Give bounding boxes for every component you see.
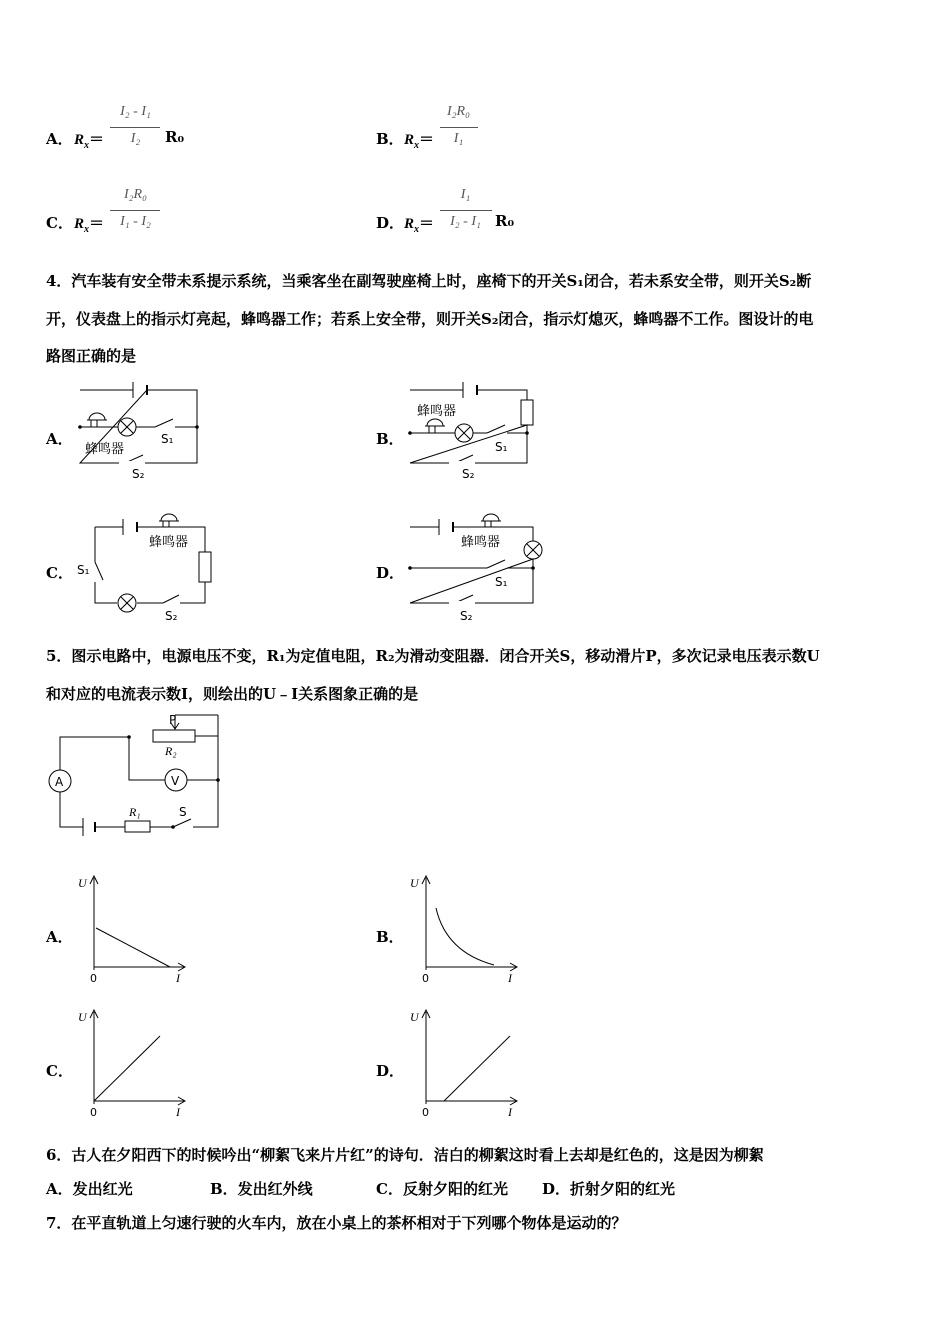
- switch-s1-icon: [155, 419, 173, 427]
- buzzer-icon: [481, 514, 501, 527]
- q5-text-line2: 和对应的电流表示数I，则绘出的U﹣I关系图象正确的是: [46, 685, 419, 703]
- q4-option-c-label: C．: [46, 564, 73, 582]
- fraction-denominator: I₁: [453, 131, 464, 146]
- slider-p-icon: [175, 715, 218, 728]
- switch-s1-icon: [487, 425, 505, 433]
- buzzer-icon: [425, 419, 445, 433]
- q4-circuit-a: [75, 375, 205, 485]
- rx-symbol: $R_x=$: [404, 132, 435, 151]
- fraction-bar: [440, 127, 478, 128]
- q6-option-b: B．发出红外线: [210, 1180, 313, 1198]
- i-axis: [426, 963, 517, 971]
- s2-label: S₂: [165, 609, 178, 623]
- fraction-bar: [440, 210, 492, 211]
- switch-s1-icon: [487, 560, 505, 568]
- rx-symbol: $R_x=$: [404, 216, 435, 235]
- q5-option-b-label: B．: [376, 928, 404, 946]
- option-letter: B．: [376, 130, 404, 148]
- i-axis-label: I: [176, 1105, 180, 1119]
- i-axis: [426, 1097, 517, 1105]
- u-axis-label: U: [410, 1010, 419, 1024]
- s1-label: S₁: [495, 440, 508, 454]
- origin-label: 0: [90, 972, 97, 985]
- fraction-numerator: I₂R₀: [447, 104, 470, 119]
- u-axis: [422, 1010, 430, 1104]
- i-axis-label: I: [508, 1105, 512, 1119]
- fraction-numerator: I₂R₀: [124, 187, 147, 202]
- ui-curve: [444, 1036, 510, 1101]
- s1-label: S₁: [77, 563, 90, 577]
- r0-symbol: R₀: [495, 212, 515, 230]
- q4-text-line2: 开，仪表盘上的指示灯亮起，蜂鸣器工作；若系上安全带，则开关S₂闭合，指示灯熄灭，蜂鸣器不工作。图设计的电: [46, 310, 814, 328]
- u-axis: [90, 876, 98, 970]
- fraction-denominator: I₂ - I₁: [450, 214, 481, 229]
- ui-curve: [96, 928, 170, 967]
- r1-label: R₁: [129, 805, 141, 819]
- q5-graph-d: [404, 1004, 524, 1122]
- q5-option-d-label: D．: [376, 1062, 405, 1080]
- fraction-numerator: I₂ - I₁: [120, 104, 151, 119]
- ammeter-label: A: [55, 775, 64, 789]
- origin-label: 0: [422, 972, 429, 985]
- lamp-icon: [118, 418, 136, 436]
- origin-label: 0: [422, 1106, 429, 1119]
- lamp-icon: [455, 424, 473, 442]
- buzzer-icon: [87, 413, 107, 427]
- u-axis-label: U: [410, 876, 419, 890]
- buzzer-icon: [159, 514, 179, 527]
- q6-text-line1: 6．古人在夕阳西下的时候吟出“柳絮飞来片片红”的诗句．洁白的柳絮这时看上去却是红色的，这是因为柳絮: [46, 1146, 764, 1164]
- buzzer-label: 蜂鸣器: [417, 404, 457, 419]
- q7-text-line1: 7．在平直轨道上匀速行驶的火车内，放在小桌上的茶杯相对于下列哪个物体是运动的？: [46, 1214, 627, 1232]
- i-axis: [94, 963, 185, 971]
- u-axis: [422, 876, 430, 970]
- buzzer-label: 蜂鸣器: [149, 535, 189, 550]
- rheostat-r2-icon: [153, 730, 195, 742]
- s1-label: S₁: [495, 575, 508, 589]
- ui-curve: [436, 908, 494, 965]
- q4-text-line3: 路图正确的是: [46, 347, 137, 365]
- fraction-numerator: I₁: [460, 187, 471, 202]
- q5-graph-a: [72, 870, 192, 988]
- q6-option-a: A．发出红光: [46, 1180, 133, 1198]
- switch-s-label: S: [179, 805, 187, 819]
- s2-label: S₂: [460, 609, 473, 623]
- q5-graph-c: [72, 1004, 192, 1122]
- switch-s-icon: [173, 819, 191, 827]
- r2-label: R₂: [165, 744, 177, 758]
- q6-option-c: C．反射夕阳的红光: [376, 1180, 508, 1198]
- rx-symbol: $R_x=$: [74, 216, 105, 235]
- q5-circuit: [45, 710, 230, 838]
- q5-option-c-label: C．: [46, 1062, 73, 1080]
- u-axis-label: U: [78, 876, 87, 890]
- slider-p-label: P: [169, 713, 177, 727]
- q4-circuit-d: [405, 510, 555, 625]
- s1-label: S₁: [161, 432, 174, 446]
- ui-curve: [94, 1036, 160, 1101]
- resistor-r1-icon: [125, 821, 150, 832]
- fraction-denominator: I₂: [130, 131, 141, 146]
- switch-s2-icon: [163, 595, 179, 603]
- fraction-denominator: I₁ - I₂: [120, 214, 151, 229]
- fraction-bar: [110, 127, 160, 128]
- resistor-icon: [521, 400, 533, 425]
- s2-label: S₂: [132, 467, 145, 481]
- resistor-icon: [199, 552, 211, 582]
- lamp-icon: [118, 594, 136, 612]
- q5-graph-b: [404, 870, 524, 988]
- switch-s1-icon: [95, 562, 103, 580]
- fraction-bar: [110, 210, 160, 211]
- q4-option-d-label: D．: [376, 564, 405, 582]
- lamp-icon: [524, 541, 542, 559]
- q4-circuit-b: [405, 375, 545, 485]
- u-axis: [90, 1010, 98, 1104]
- q4-option-b-label: B．: [376, 430, 404, 448]
- i-axis-label: I: [176, 971, 180, 985]
- option-letter: A．: [46, 130, 73, 148]
- buzzer-label: 蜂鸣器: [85, 442, 125, 457]
- q4-circuit-c: [75, 510, 225, 625]
- origin-label: 0: [90, 1106, 97, 1119]
- voltmeter-label: V: [171, 774, 180, 788]
- i-axis-label: I: [508, 971, 512, 985]
- option-letter: C．: [46, 214, 73, 232]
- r0-symbol: R₀: [165, 128, 185, 146]
- u-axis-label: U: [78, 1010, 87, 1024]
- i-axis: [94, 1097, 185, 1105]
- s2-label: S₂: [462, 467, 475, 481]
- q5-text-line1: 5．图示电路中，电源电压不变，R₁为定值电阻，R₂为滑动变阻器．闭合开关S，移动滑片P，多次记录电压表示数U: [46, 647, 820, 665]
- rx-symbol: $R_x=$: [74, 132, 105, 151]
- buzzer-label: 蜂鸣器: [461, 535, 501, 550]
- q4-option-a-label: A．: [46, 430, 73, 448]
- q4-text-line1: 4．汽车装有安全带未系提示系统，当乘客坐在副驾驶座椅上时，座椅下的开关S₁闭合，若未系安全带，则开关S₂断: [46, 272, 812, 290]
- q6-option-d: D．折射夕阳的红光: [542, 1180, 676, 1198]
- option-letter: D．: [376, 214, 405, 232]
- q5-option-a-label: A．: [46, 928, 73, 946]
